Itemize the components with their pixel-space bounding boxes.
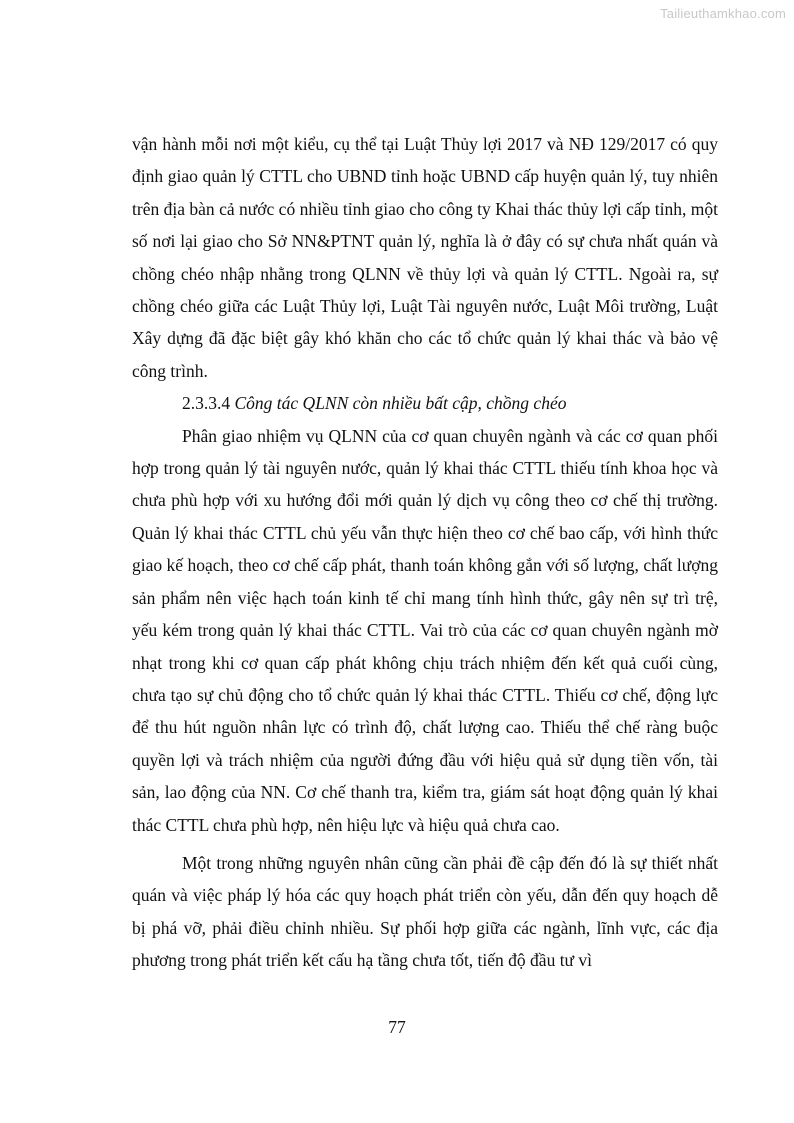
paragraph-1: vận hành mỗi nơi một kiểu, cụ thể tại Luật Thủy lợi 2017 và NĐ 129/2017 có quy định giao quản lý CTTL cho UBND tỉnh hoặc UBND cấp huyện quản lý, tuy nhiên trên địa bàn cả nước có nhiều tỉnh giao cho công ty Khai thác thủy lợi cấp tỉnh, một số nơi lại giao cho Sở NN&PTNT quản lý, nghĩa là ở đây có sự chưa nhất quán và chồng chéo nhập nhằng trong QLNN về thủy lợi và quản lý CTTL. Ngoài ra, sự chồng chéo giữa các Luật Thủy lợi, Luật Tài nguyên nước, Luật Môi trường, Luật Xây dựng đã đặc biệt gây khó khăn cho các tổ chức quản lý khai thác và bảo vệ công trình. (132, 134, 718, 381)
section-heading (132, 387, 718, 419)
section-number: 2.3.3.4 (182, 393, 231, 414)
watermark-text: Tailieuthamkhao.com (660, 6, 786, 21)
paragraph-3: Một trong những nguyên nhân cũng cần phải đề cập đến đó là sự thiết nhất quán và việc pháp lý hóa các quy hoạch phát triển còn yếu, dẫn đến quy hoạch dễ bị phá vỡ, phải điều chỉnh nhiều. Sự phối hợp giữa các ngành, lĩnh vực, các địa phương trong phát triển kết cấu hạ tầng chưa tốt, tiến độ đầu tư vì (132, 852, 718, 971)
document-body (132, 128, 718, 977)
page-number: 77 (388, 1017, 406, 1037)
section-title: Công tác QLNN còn nhiều bất cập, chồng chéo (234, 393, 567, 414)
paragraph-2: Phân giao nhiệm vụ QLNN của cơ quan chuyên ngành và các cơ quan phối hợp trong quản lý tài nguyên nước, quản lý khai thác CTTL thiếu tính khoa học và chưa phù hợp với xu hướng đổi mới quản lý dịch vụ công theo cơ chế thị trường. Quản lý khai thác CTTL chủ yếu vẫn thực hiện theo cơ chế bao cấp, với hình thức giao kế hoạch, theo cơ chế cấp phát, thanh toán không gắn với số lượng, chất lượng sản phẩm nên việc hạch toán kinh tế chỉ mang tính hình thức, gây nên sự trì trệ, yếu kém trong quản lý khai thác CTTL. Vai trò của các cơ quan chuyên ngành mờ nhạt trong khi cơ quan cấp phát không chịu trách nhiệm đến kết quả cuối cùng, chưa tạo sự chủ động cho tổ chức quản lý khai thác CTTL. Thiếu cơ chế, động lực để thu hút nguồn nhân lực có trình độ, chất lượng cao. Thiếu thể chế ràng buộc quyền lợi và trách nhiệm của người đứng đầu với hiệu quả sử dụng tiền vốn, tài sản, lao động của NN. Cơ chế thanh tra, kiểm tra, giám sát hoạt động quản lý khai thác CTTL chưa phù hợp, nên hiệu lực và hiệu quả chưa cao. (132, 425, 718, 835)
